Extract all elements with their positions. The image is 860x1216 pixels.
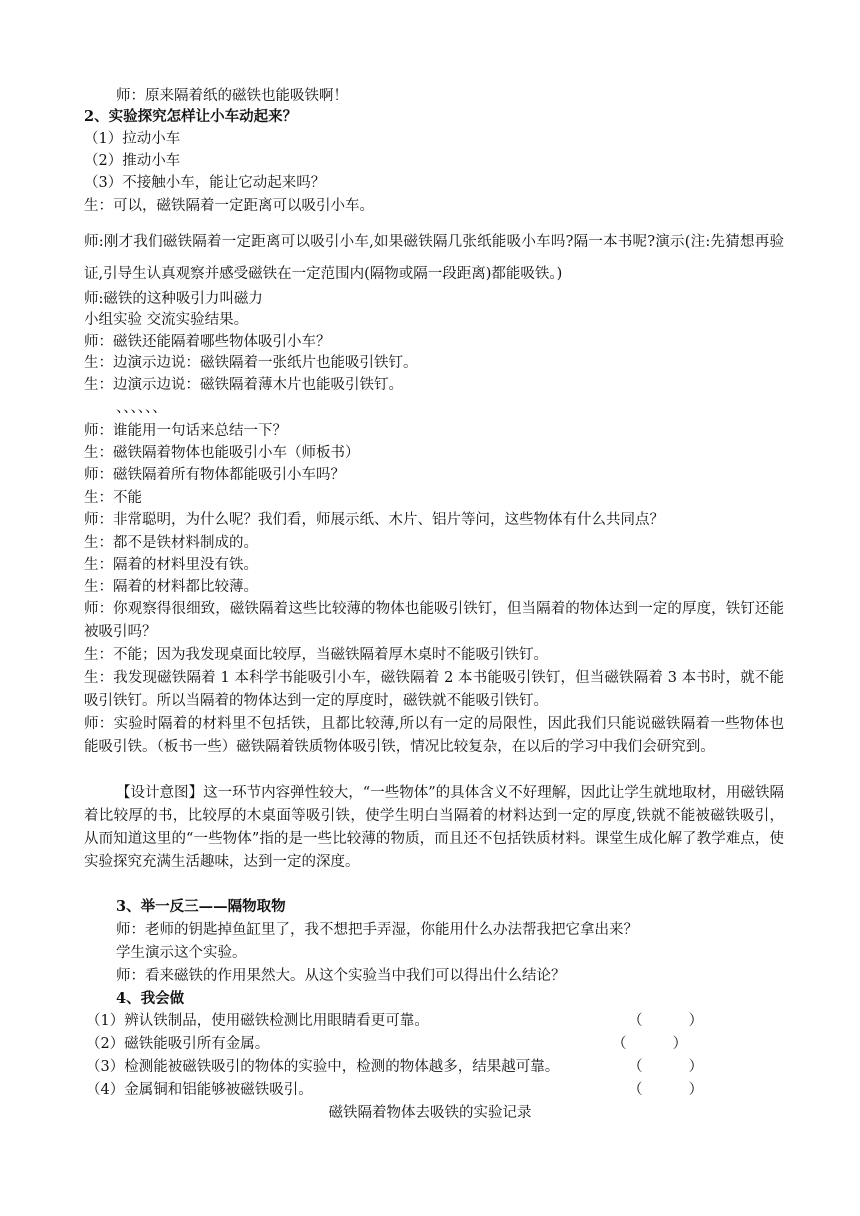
ellipsis-line: 、、、、、、 [116,400,167,416]
exercise-item: （1）辨认铁制品，使用磁铁检测比用眼睛看更可靠。 [86,1013,429,1029]
answer-blank[interactable]: （ ） [628,1082,704,1098]
step-item: （2）推动小车 [84,153,181,169]
student-line: 生：边演示边说：磁铁隔着薄木片也能吸引铁钉。 [84,377,403,393]
section-heading: 3、举一反三——隔物取物 [116,898,286,915]
answer-blank[interactable]: （ ） [628,1059,704,1075]
table-caption: 磁铁隔着物体去吸铁的实验记录 [328,1105,532,1121]
student-line: 生：不能 [84,490,142,506]
student-paragraph: 生：我发现磁铁隔着 1 本科学书能吸引小车，磁铁隔着 2 本书能吸引铁钉，但当磁铁隔着 3 本书时，就不能吸引铁钉。所以当隔着的物体达到一定的厚度时，磁铁就不能吸引铁钉。 [84,670,784,709]
teacher-paragraph: 师：实验时隔着的材料里不包括铁，且都比较薄,所以有一定的局限性，因此我们只能说磁铁隔着一些物体也能吸引铁。（板书一些）磁铁隔着铁质物体吸引铁，情况比较复杂，在以后的学习中我们会研究到。 [84,716,784,755]
teacher-line: 师：谁能用一句话来总结一下？ [84,423,287,439]
step-item: （3）不接触小车，能让它动起来吗？ [84,175,326,191]
activity-line: 小组实验 交流实验结果。 [84,312,249,328]
exercise-item: （4）金属铜和铝能够被磁铁吸引。 [86,1082,313,1098]
student-line: 生：边演示边说：磁铁隔着一张纸片也能吸引铁钉。 [84,355,418,371]
section-heading: 4、我会做 [116,990,185,1007]
student-line: 生：隔着的材料都比较薄。 [84,579,258,595]
teacher-line: 师：看来磁铁的作用果然大。从这个实验当中我们可以得出什么结论？ [116,968,566,984]
answer-blank[interactable]: （ ） [628,1013,704,1029]
teacher-line: 师：磁铁隔着所有物体都能吸引小车吗？ [84,467,345,483]
exercise-item: （2）磁铁能吸引所有金属。 [86,1036,270,1052]
student-line: 学生演示这个实验。 [116,945,247,961]
teacher-line: 师：老师的钥匙掉鱼缸里了，我不想把手弄湿，你能用什么办法帮我把它拿出来？ [116,922,638,938]
teacher-line: 师：非常聪明，为什么呢？我们看，师展示纸、木片、铝片等问，这些物体有什么共同点？ [84,512,664,528]
student-line: 生：隔着的材料里没有铁。 [84,557,258,573]
answer-blank[interactable]: （ ） [612,1036,688,1052]
teacher-paragraph: 师：你观察得很细致，磁铁隔着这些比较薄的物体也能吸引铁钉，但当隔着的物体达到一定的厚度，铁钉还能被吸引吗？ [84,601,784,640]
step-item: （1）拉动小车 [84,131,181,147]
student-line: 生：都不是铁材料制成的。 [84,535,258,551]
teacher-line: 师：磁铁还能隔着哪些物体吸引小车？ [84,334,331,350]
student-line: 生：可以，磁铁隔着一定距离可以吸引小车。 [84,198,374,214]
design-intent-paragraph: 【设计意图】这一环节内容弹性较大，“一些物体”的具体含义不好理解，因此让学生就地取材，用磁铁隔着比较厚的书，比较厚的木桌面等吸引铁，使学生明白当隔着的材料达到一定的厚度,铁就不能被磁铁吸引，从而知道这里的“一些物体”指的是一些比较薄的物质，而且还不包括铁质材料。课堂生成化解了教学难点，使实验探究充满生活趣味，达到一定的深度。 [84,785,784,870]
teacher-line: 师：原来隔着纸的磁铁也能吸铁啊！ [116,88,348,104]
teacher-paragraph: 师:刚才我们磁铁隔着一定距离可以吸引小车,如果磁铁隔几张纸能吸小车吗?隔一本书呢?演示(注:先猜想再验证,引导生认真观察并感受磁铁在一定范围内(隔物或隔一段距离)都能吸铁。) [84,234,784,282]
student-line: 生：不能；因为我发现桌面比较厚，当磁铁隔着厚木桌时不能吸引铁钉。 [84,647,548,663]
section-heading: 2、实验探究怎样让小车动起来？ [84,108,298,125]
exercise-item: （3）检测能被磁铁吸引的物体的实验中，检测的物体越多，结果越可靠。 [86,1059,560,1075]
teacher-line: 师:磁铁的这种吸引力叫磁力 [84,291,263,307]
student-line: 生：磁铁隔着物体也能吸引小车（师板书） [84,445,360,461]
